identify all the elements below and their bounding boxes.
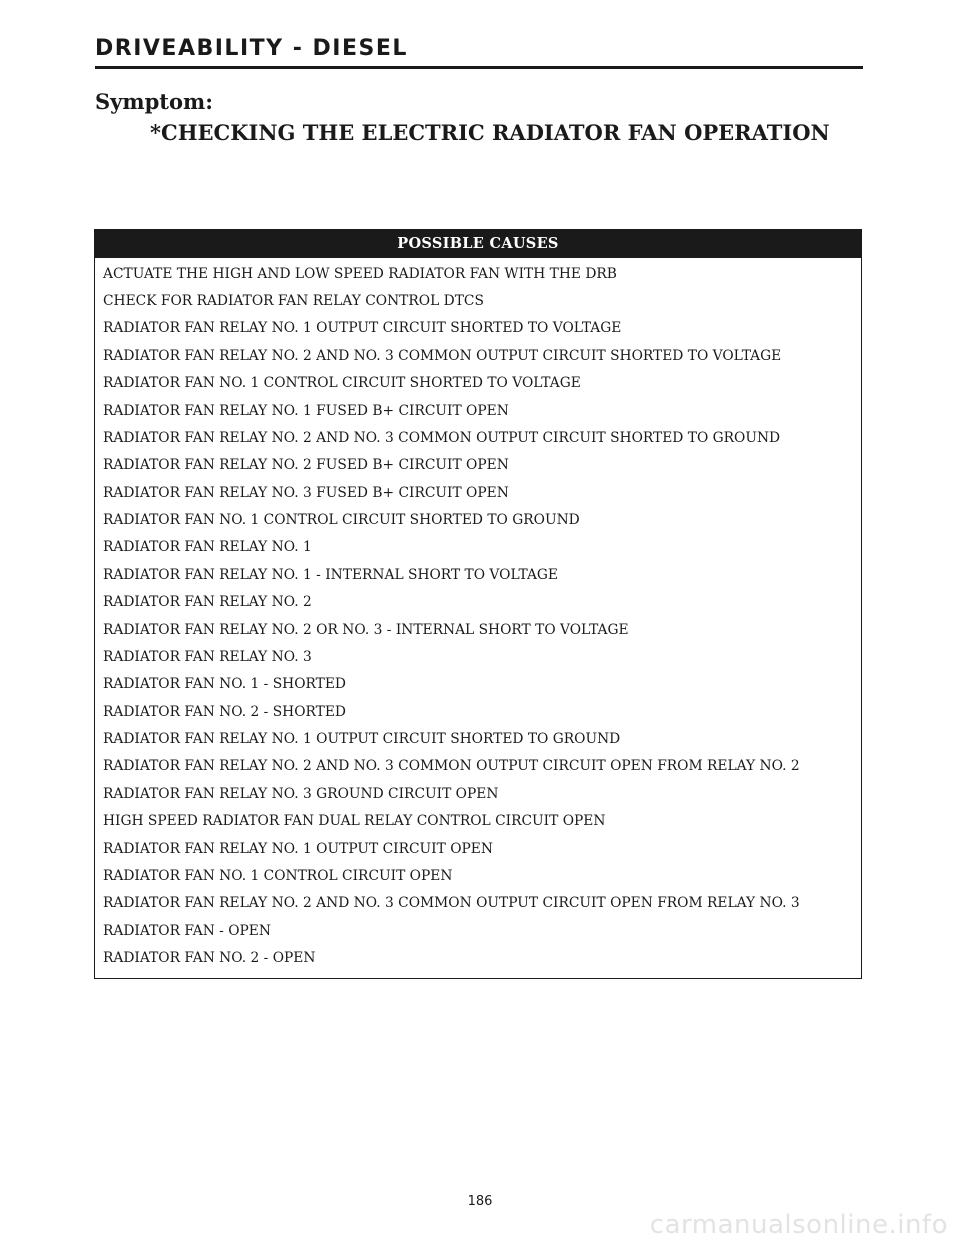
symptom-label: Symptom:	[95, 89, 213, 114]
watermark: carmanualsonline.info	[649, 1210, 948, 1240]
cause-item: RADIATOR FAN RELAY NO. 2 AND NO. 3 COMMON OUTPUT CIRCUIT OPEN FROM RELAY NO. 2	[103, 758, 800, 775]
page-number: 186	[467, 1194, 493, 1209]
cause-item: RADIATOR FAN NO. 1 CONTROL CIRCUIT OPEN	[103, 867, 453, 884]
cause-item: RADIATOR FAN NO. 1 - SHORTED	[103, 676, 346, 693]
cause-item: RADIATOR FAN NO. 2 - SHORTED	[103, 703, 346, 720]
cause-item: RADIATOR FAN RELAY NO. 1 FUSED B+ CIRCUIT OPEN	[103, 402, 509, 419]
cause-item: RADIATOR FAN RELAY NO. 1 OUTPUT CIRCUIT SHORTED TO VOLTAGE	[103, 320, 622, 337]
cause-item: HIGH SPEED RADIATOR FAN DUAL RELAY CONTROL CIRCUIT OPEN	[103, 813, 606, 830]
cause-item: RADIATOR FAN RELAY NO. 2 OR NO. 3 - INTERNAL SHORT TO VOLTAGE	[103, 621, 629, 638]
possible-causes-list	[95, 258, 861, 978]
cause-item: RADIATOR FAN RELAY NO. 1 - INTERNAL SHORT TO VOLTAGE	[103, 566, 558, 583]
cause-item: RADIATOR FAN RELAY NO. 2	[103, 594, 312, 611]
cause-item: RADIATOR FAN RELAY NO. 1 OUTPUT CIRCUIT OPEN	[103, 840, 493, 857]
section-title: DRIVEABILITY - DIESEL	[95, 36, 408, 61]
cause-item: RADIATOR FAN RELAY NO. 1	[103, 539, 312, 556]
cause-item: RADIATOR FAN NO. 1 CONTROL CIRCUIT SHORTED TO VOLTAGE	[103, 375, 581, 392]
section-header	[95, 36, 863, 69]
cause-item: RADIATOR FAN RELAY NO. 2 AND NO. 3 COMMON OUTPUT CIRCUIT OPEN FROM RELAY NO. 3	[103, 895, 800, 912]
cause-item: RADIATOR FAN - OPEN	[103, 922, 271, 939]
cause-item: CHECK FOR RADIATOR FAN RELAY CONTROL DTCS	[103, 293, 484, 310]
cause-item: RADIATOR FAN NO. 1 CONTROL CIRCUIT SHORTED TO GROUND	[103, 512, 580, 529]
cause-item: RADIATOR FAN NO. 2 - OPEN	[103, 950, 316, 967]
cause-item: RADIATOR FAN RELAY NO. 3	[103, 648, 312, 665]
cause-item: RADIATOR FAN RELAY NO. 3 FUSED B+ CIRCUIT OPEN	[103, 484, 509, 501]
symptom-title: *CHECKING THE ELECTRIC RADIATOR FAN OPERATION	[150, 120, 830, 145]
cause-item: RADIATOR FAN RELAY NO. 2 AND NO. 3 COMMON OUTPUT CIRCUIT SHORTED TO GROUND	[103, 429, 781, 446]
possible-causes-header: POSSIBLE CAUSES	[95, 230, 861, 258]
cause-item: ACTUATE THE HIGH AND LOW SPEED RADIATOR FAN WITH THE DRB	[103, 265, 617, 282]
cause-item: RADIATOR FAN RELAY NO. 1 OUTPUT CIRCUIT SHORTED TO GROUND	[103, 731, 621, 748]
cause-item: RADIATOR FAN RELAY NO. 2 FUSED B+ CIRCUIT OPEN	[103, 457, 509, 474]
possible-causes-table	[94, 229, 862, 979]
cause-item: RADIATOR FAN RELAY NO. 2 AND NO. 3 COMMON OUTPUT CIRCUIT SHORTED TO VOLTAGE	[103, 347, 782, 364]
cause-item: RADIATOR FAN RELAY NO. 3 GROUND CIRCUIT OPEN	[103, 785, 499, 802]
